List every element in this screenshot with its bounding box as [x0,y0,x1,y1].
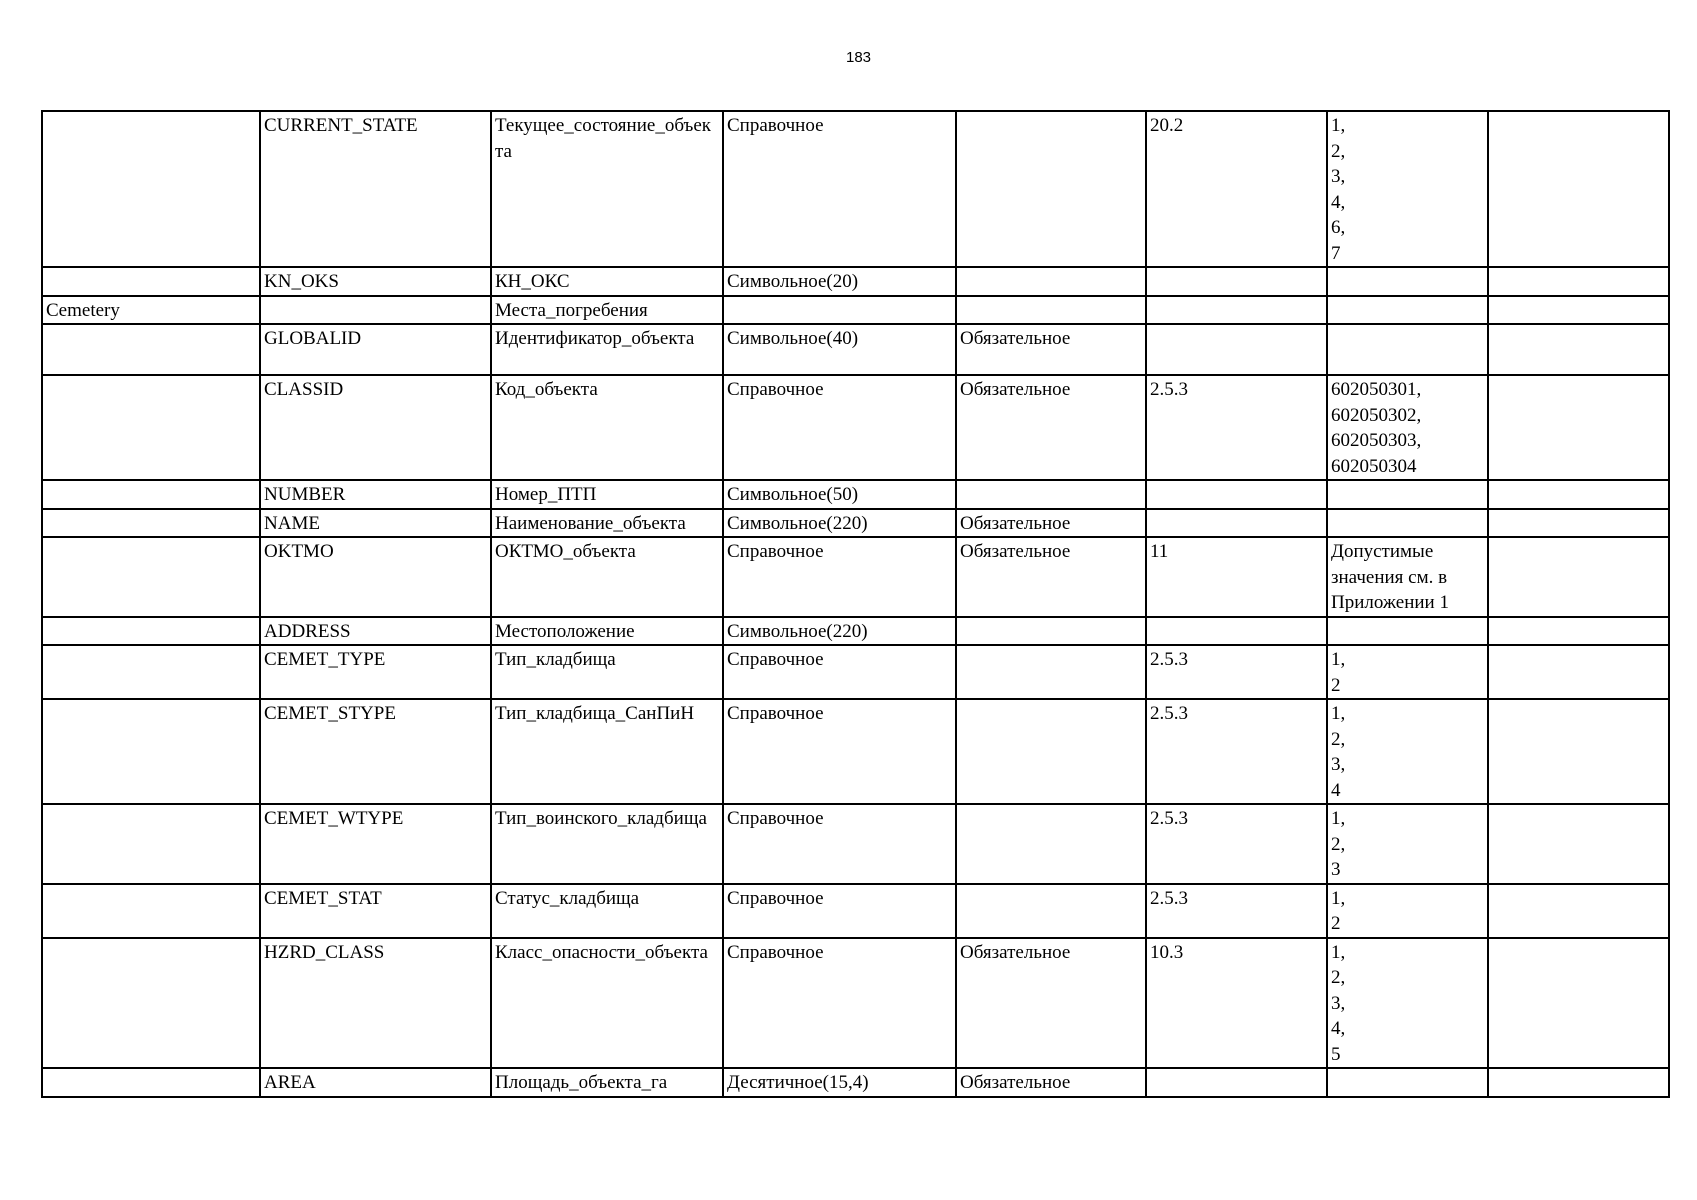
field-type-cell: Справочное [723,938,956,1069]
field-type-cell: Символьное(50) [723,480,956,509]
field-code-cell: CLASSID [260,375,491,480]
note-cell [1488,938,1669,1069]
field-type-cell: Символьное(220) [723,509,956,538]
field-type-cell: Справочное [723,699,956,804]
reference-cell [1146,324,1327,375]
table-row [42,617,1669,646]
layer-name-cell: Cemetery [42,296,260,325]
field-code-cell: CEMET_STAT [260,884,491,938]
reference-cell [1146,267,1327,296]
table-row [42,267,1669,296]
allowed-values-cell: 1, 2, 3, 4 [1327,699,1488,804]
field-alias-cell: Тип_кладбища [491,645,723,699]
note-cell [1488,509,1669,538]
field-type-cell: Справочное [723,375,956,480]
reference-cell [1146,617,1327,646]
reference-cell: 20.2 [1146,111,1327,267]
table-row [42,699,1669,804]
required-cell: Обязательное [956,324,1146,375]
field-type-cell: Справочное [723,884,956,938]
allowed-values-cell: 1, 2 [1327,645,1488,699]
note-cell [1488,480,1669,509]
allowed-values-cell [1327,267,1488,296]
field-code-cell: CURRENT_STATE [260,111,491,267]
table-row [42,938,1669,1069]
layer-name-cell [42,509,260,538]
attribute-table-body [42,111,1669,1097]
note-cell [1488,375,1669,480]
field-alias-cell: Статус_кладбища [491,884,723,938]
table-row [42,645,1669,699]
field-alias-cell: Идентификатор_объекта [491,324,723,375]
layer-name-cell [42,804,260,884]
field-type-cell: Справочное [723,537,956,617]
reference-cell: 2.5.3 [1146,375,1327,480]
field-alias-cell: Код_объекта [491,375,723,480]
field-alias-cell: Местоположение [491,617,723,646]
field-code-cell [260,296,491,325]
field-alias-cell: Класс_опасности_объекта [491,938,723,1069]
field-code-cell: KN_OKS [260,267,491,296]
table-row [42,296,1669,325]
allowed-values-cell [1327,509,1488,538]
note-cell [1488,537,1669,617]
field-code-cell: GLOBALID [260,324,491,375]
reference-cell: 2.5.3 [1146,699,1327,804]
required-cell: Обязательное [956,537,1146,617]
allowed-values-cell: 602050301, 602050302, 602050303, 602050304 [1327,375,1488,480]
note-cell [1488,804,1669,884]
field-code-cell: NUMBER [260,480,491,509]
required-cell: Обязательное [956,1068,1146,1097]
field-alias-cell: Места_погребения [491,296,723,325]
layer-name-cell [42,375,260,480]
layer-name-cell [42,111,260,267]
table-row [42,324,1669,375]
attribute-table [41,110,1670,1098]
required-cell: Обязательное [956,375,1146,480]
table-row [42,480,1669,509]
layer-name-cell [42,267,260,296]
layer-name-cell [42,324,260,375]
field-code-cell: CEMET_TYPE [260,645,491,699]
note-cell [1488,645,1669,699]
layer-name-cell [42,884,260,938]
field-type-cell: Символьное(20) [723,267,956,296]
required-cell [956,480,1146,509]
note-cell [1488,884,1669,938]
required-cell [956,296,1146,325]
field-alias-cell: Текущее_состояние_объекта [491,111,723,267]
field-type-cell: Десятичное(15,4) [723,1068,956,1097]
field-alias-cell: Площадь_объекта_га [491,1068,723,1097]
required-cell [956,617,1146,646]
note-cell [1488,617,1669,646]
field-code-cell: ADDRESS [260,617,491,646]
allowed-values-cell [1327,1068,1488,1097]
note-cell [1488,699,1669,804]
field-code-cell: CEMET_STYPE [260,699,491,804]
allowed-values-cell: Допустимые значения см. в Приложении 1 [1327,537,1488,617]
field-alias-cell: Наименование_объекта [491,509,723,538]
allowed-values-cell: 1, 2, 3, 4, 6, 7 [1327,111,1488,267]
field-type-cell: Символьное(220) [723,617,956,646]
layer-name-cell [42,617,260,646]
field-code-cell: CEMET_WTYPE [260,804,491,884]
field-type-cell: Справочное [723,804,956,884]
reference-cell: 10.3 [1146,938,1327,1069]
note-cell [1488,111,1669,267]
allowed-values-cell: 1, 2, 3 [1327,804,1488,884]
layer-name-cell [42,537,260,617]
layer-name-cell [42,645,260,699]
field-type-cell: Справочное [723,111,956,267]
allowed-values-cell [1327,480,1488,509]
note-cell [1488,267,1669,296]
allowed-values-cell [1327,324,1488,375]
required-cell: Обязательное [956,938,1146,1069]
note-cell [1488,1068,1669,1097]
field-code-cell: OKTMO [260,537,491,617]
reference-cell: 2.5.3 [1146,884,1327,938]
layer-name-cell [42,480,260,509]
layer-name-cell [42,699,260,804]
page-number: 183 [845,49,872,66]
table-row [42,111,1669,267]
layer-name-cell [42,938,260,1069]
reference-cell: 2.5.3 [1146,645,1327,699]
field-code-cell: NAME [260,509,491,538]
note-cell [1488,296,1669,325]
table-row [42,804,1669,884]
field-type-cell [723,296,956,325]
table-row [42,884,1669,938]
field-alias-cell: ОКТМО_объекта [491,537,723,617]
field-alias-cell: КН_ОКС [491,267,723,296]
table-row [42,537,1669,617]
note-cell [1488,324,1669,375]
table-row [42,509,1669,538]
layer-name-cell [42,1068,260,1097]
allowed-values-cell [1327,617,1488,646]
required-cell [956,699,1146,804]
required-cell [956,884,1146,938]
reference-cell: 11 [1146,537,1327,617]
required-cell [956,804,1146,884]
required-cell [956,267,1146,296]
field-code-cell: AREA [260,1068,491,1097]
field-code-cell: HZRD_CLASS [260,938,491,1069]
reference-cell [1146,480,1327,509]
table-row [42,1068,1669,1097]
field-type-cell: Справочное [723,645,956,699]
reference-cell [1146,296,1327,325]
required-cell: Обязательное [956,509,1146,538]
field-alias-cell: Тип_воинского_кладбища [491,804,723,884]
reference-cell [1146,1068,1327,1097]
allowed-values-cell: 1, 2, 3, 4, 5 [1327,938,1488,1069]
field-alias-cell: Номер_ПТП [491,480,723,509]
reference-cell: 2.5.3 [1146,804,1327,884]
reference-cell [1146,509,1327,538]
field-type-cell: Символьное(40) [723,324,956,375]
required-cell [956,111,1146,267]
table-row [42,375,1669,480]
required-cell [956,645,1146,699]
allowed-values-cell [1327,296,1488,325]
field-alias-cell: Тип_кладбища_СанПиН [491,699,723,804]
allowed-values-cell: 1, 2 [1327,884,1488,938]
